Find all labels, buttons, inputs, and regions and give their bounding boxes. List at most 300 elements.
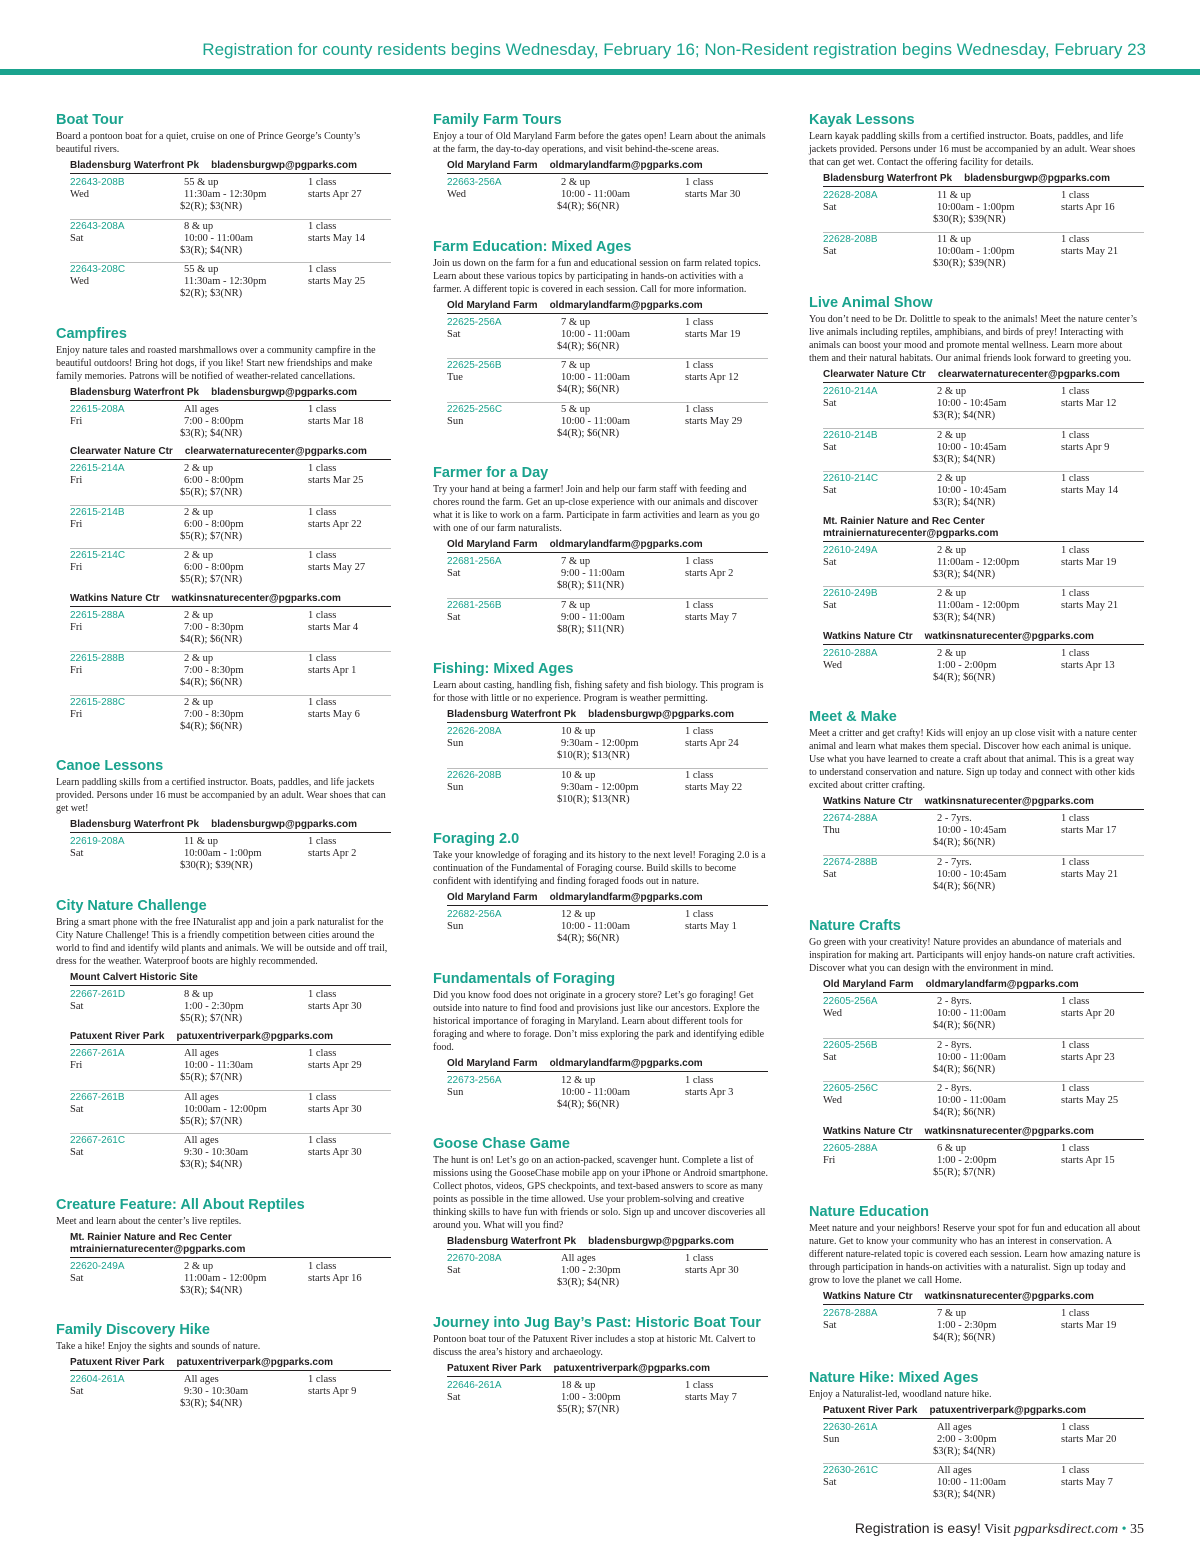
location-email[interactable]: bladensburgwp@pgparks.com [588, 1236, 734, 1247]
course-age: 2 - 8yrs. [937, 996, 972, 1007]
course-start: starts May 21 [1061, 600, 1119, 611]
location-email[interactable]: clearwaternaturecenter@pgparks.com [184, 446, 367, 457]
course-code[interactable]: 22643-208C [70, 264, 126, 275]
offering-row [447, 909, 768, 951]
course-start: starts Apr 30 [308, 1103, 362, 1115]
course-code[interactable]: 22610-288A [823, 647, 878, 659]
offering-list [823, 648, 1144, 690]
course-classes: 1 class [1061, 233, 1090, 245]
course-time: 11:00am - 12:00pm [937, 600, 1020, 611]
course-classes: 1 class [308, 264, 337, 275]
location-name: Old Maryland Farm [447, 299, 538, 311]
offering-row [70, 507, 391, 550]
course-age: 11 & up [937, 233, 972, 245]
location-header [823, 1126, 1144, 1140]
program-title: Farmer for a Day [433, 465, 549, 481]
course-age: 2 & up [561, 177, 591, 188]
program-section [809, 295, 1144, 689]
course-fee: $4(R); $6(NR) [180, 720, 243, 732]
course-code[interactable]: 22626-208B [447, 769, 502, 781]
offering-row [447, 556, 768, 599]
course-fee: $4(R); $6(NR) [557, 340, 620, 352]
location-email[interactable]: patuxentriverpark@pgparks.com [929, 1404, 1086, 1416]
course-age: 10 & up [561, 726, 596, 737]
offering-row [70, 653, 391, 696]
program-description: Enjoy a tour of Old Maryland Farm before the gates open! Learn about the animals at the farm, the day-to-day operations, and visit behind-the-scene areas. [433, 131, 766, 155]
location-email[interactable]: patuxentriverpark@pgparks.com [176, 1031, 333, 1042]
course-code[interactable]: 22625-256C [447, 403, 503, 415]
course-start: starts Apr 9 [1061, 441, 1110, 453]
location-name: Mt. Rainier Nature and Rec Center [823, 515, 985, 527]
course-classes: 1 class [1061, 544, 1090, 556]
program-section [433, 1136, 768, 1295]
course-start: starts Apr 16 [1061, 202, 1115, 213]
registration-banner: Registration for county residents begins Wednesday, February 16; Non-Resident registration begins Wednesday, February 23 [202, 40, 1146, 59]
course-time: 11:00am - 12:00pm [937, 556, 1020, 568]
course-classes: 1 class [308, 1135, 337, 1146]
course-code[interactable]: 22667-261B [70, 1091, 125, 1103]
program-section [809, 1204, 1144, 1350]
offering-row [823, 648, 1144, 690]
course-day: Sat [447, 1265, 461, 1276]
offering-list [447, 317, 768, 446]
course-code[interactable]: 22682-256A [447, 909, 502, 920]
program-description: Meet a critter and get crafty! Kids will enjoy an up close visit with a nature center animal and learn what makes them special. Discover how each animal is unique. Use what you have learned to create a craft about that animal. This is a great way to understand conservation and nature. Sign up today and connect with other kids excited about critter crafting. [809, 728, 1137, 791]
course-day: Wed [70, 276, 89, 287]
location-header [823, 796, 1144, 810]
offering-row [70, 1374, 391, 1416]
location-email[interactable]: bladensburgwp@pgparks.com [964, 173, 1110, 184]
course-fee: $5(R); $7(NR) [180, 530, 243, 542]
location-name: Patuxent River Park [70, 1031, 165, 1042]
offering-row [447, 1253, 768, 1295]
course-code[interactable]: 22674-288B [823, 856, 878, 868]
course-classes: 1 class [308, 1048, 337, 1059]
course-code[interactable]: 22663-256A [447, 177, 502, 188]
course-time: 10:00 - 11:00am [561, 189, 631, 200]
course-age: All ages [184, 1091, 219, 1103]
location-email[interactable]: bladensburgwp@pgparks.com [588, 709, 734, 720]
course-day: Sat [447, 328, 461, 340]
course-age: 11 & up [184, 836, 219, 847]
location-email[interactable]: clearwaternaturecenter@pgparks.com [937, 369, 1120, 380]
location-email[interactable]: oldmarylandfarm@pgparks.com [549, 892, 703, 903]
course-code[interactable]: 22615-214A [70, 463, 125, 474]
course-code[interactable]: 22667-261C [70, 1135, 126, 1146]
course-day: Sat [823, 600, 837, 611]
course-time: 10:00 - 11:00am [937, 1051, 1007, 1063]
program-description: Take a hike! Enjoy the sights and sounds of nature. [56, 1341, 261, 1352]
course-time: 10:00 - 10:45am [937, 485, 1007, 496]
offering-row [70, 404, 391, 446]
course-age: All ages [184, 1048, 219, 1059]
course-start: starts May 14 [1061, 485, 1119, 496]
location-name: Watkins Nature Ctr [70, 592, 160, 604]
location-header [823, 631, 1144, 645]
course-classes: 1 class [685, 360, 714, 371]
course-fee: $4(R); $6(NR) [557, 201, 620, 212]
course-day: Thu [823, 825, 840, 836]
course-fee: $4(R); $6(NR) [933, 880, 996, 892]
course-age: 7 & up [937, 1308, 967, 1319]
program-title: Fishing: Mixed Ages [433, 661, 574, 677]
course-classes: 1 class [308, 1091, 337, 1103]
course-age: 7 & up [561, 360, 591, 371]
program-description: Try your hand at being a farmer! Join and help our farm staff with feeding and chores round the farm. Get an up-close experience with our animals and discover what it is like to work on a farm. Participate in farm activities and learn as you go with one of our farm naturalists. [433, 484, 760, 534]
course-fee: $4(R); $6(NR) [933, 837, 996, 848]
course-classes: 1 class [685, 1379, 714, 1391]
location-header [70, 972, 391, 986]
course-fee: $3(R); $4(NR) [933, 612, 996, 623]
course-age: 2 & up [937, 473, 967, 484]
course-age: All ages [937, 1421, 972, 1433]
location-email[interactable]: watkinsnaturecenter@pgparks.com [171, 592, 341, 604]
course-code[interactable]: 22667-261D [70, 988, 126, 1000]
course-day: Fri [70, 708, 83, 720]
location-name: Bladensburg Waterfront Pk [823, 173, 953, 184]
program-title: City Nature Challenge [56, 897, 207, 914]
course-fee: $5(R); $7(NR) [180, 574, 243, 585]
offering-row [823, 1143, 1144, 1185]
course-code[interactable]: 22630-261C [823, 1465, 879, 1476]
course-classes: 1 class [308, 836, 337, 847]
location-name: Patuxent River Park [823, 1404, 918, 1416]
offering-row [823, 545, 1144, 588]
course-age: 2 & up [184, 1260, 214, 1272]
offering-list [447, 1253, 768, 1295]
course-fee: $4(R); $6(NR) [180, 677, 243, 688]
course-start: starts May 21 [1061, 245, 1119, 257]
course-fee: $3(R); $4(NR) [933, 1489, 996, 1500]
location-email[interactable]: bladensburgwp@pgparks.com [211, 160, 357, 171]
course-code[interactable]: 22605-256C [823, 1083, 879, 1094]
offering-list [823, 813, 1144, 898]
course-code[interactable]: 22643-208B [70, 177, 125, 188]
course-age: 12 & up [561, 1074, 596, 1086]
course-code[interactable]: 22615-288B [70, 653, 125, 664]
course-day: Sun [447, 738, 464, 749]
course-fee: $3(R); $4(NR) [180, 1159, 243, 1170]
course-classes: 1 class [308, 1260, 337, 1272]
offering-row [823, 234, 1144, 276]
course-fee: $10(R); $13(NR) [557, 793, 630, 805]
course-code[interactable]: 22619-208A [70, 836, 125, 847]
location-header [447, 539, 768, 553]
course-code[interactable]: 22620-249A [70, 1260, 125, 1272]
course-fee: $30(R); $39(NR) [180, 860, 253, 871]
course-time: 10:00am - 1:00pm [937, 245, 1015, 257]
program-title: Farm Education: Mixed Ages [433, 238, 632, 255]
course-fee: $3(R); $4(NR) [933, 1445, 996, 1457]
course-classes: 1 class [1061, 856, 1090, 868]
offering-row [823, 813, 1144, 856]
program-description: Pontoon boat tour of the Patuxent River includes a stop at historic Mt. Calvert to discuss the area’s history and archaeology. [433, 1333, 756, 1358]
course-day: Sun [447, 781, 464, 793]
location-name: Bladensburg Waterfront Pk [447, 1236, 577, 1247]
course-day: Sat [823, 556, 837, 568]
course-age: All ages [184, 403, 219, 415]
page-footer [855, 1520, 1144, 1538]
course-start: starts Apr 23 [1061, 1051, 1115, 1063]
offering-row [823, 386, 1144, 429]
course-code[interactable]: 22610-214B [823, 429, 878, 441]
program-title: Foraging 2.0 [433, 831, 520, 847]
course-time: 7:00 - 8:30pm [184, 708, 244, 720]
location-name: Old Maryland Farm [447, 539, 538, 550]
course-code[interactable]: 22681-256A [447, 556, 502, 567]
course-classes: 1 class [308, 550, 337, 561]
course-start: starts May 27 [308, 562, 366, 573]
location-header [823, 173, 1144, 187]
course-code[interactable]: 22625-256B [447, 360, 502, 371]
course-age: 2 - 8yrs. [937, 1083, 972, 1094]
course-start: starts Mar 19 [685, 328, 741, 340]
course-classes: 1 class [685, 556, 714, 567]
program-title: Fundamentals of Foraging [433, 970, 616, 987]
location-email[interactable]: bladensburgwp@pgparks.com [211, 819, 357, 830]
program-title: Kayak Lessons [809, 112, 915, 128]
course-time: 10:00 - 11:00am [561, 415, 631, 427]
course-time: 9:30 - 10:30am [184, 1386, 249, 1397]
offering-row [70, 221, 391, 264]
offering-list [70, 989, 391, 1031]
location-header [447, 1058, 768, 1072]
offering-list [823, 545, 1144, 630]
location-email[interactable]: bladensburgwp@pgparks.com [211, 386, 357, 398]
course-start: starts May 7 [685, 1391, 737, 1403]
offering-row [70, 264, 391, 306]
course-start: starts Apr 24 [685, 738, 739, 749]
location-header [447, 1363, 768, 1377]
course-code[interactable]: 22678-288A [823, 1308, 878, 1319]
program-section [433, 831, 768, 951]
course-start: starts Apr 29 [308, 1060, 362, 1071]
course-classes: 1 class [308, 988, 337, 1000]
course-code[interactable]: 22610-214C [823, 473, 879, 484]
course-fee: $3(R); $4(NR) [933, 497, 996, 508]
course-code[interactable]: 22610-249B [823, 588, 878, 599]
course-day: Wed [823, 1008, 842, 1019]
location-header [447, 892, 768, 906]
course-age: 2 - 7yrs. [937, 856, 972, 868]
course-code[interactable]: 22646-261A [447, 1379, 502, 1391]
course-start: starts May 7 [685, 611, 737, 623]
footer-bullet: • [1121, 1522, 1127, 1537]
course-code[interactable]: 22615-208A [70, 403, 125, 415]
course-fee: $5(R); $7(NR) [180, 487, 243, 498]
course-day: Sat [70, 1272, 84, 1284]
offering-row [70, 836, 391, 878]
course-fee: $5(R); $7(NR) [180, 1115, 243, 1127]
course-age: All ages [937, 1465, 972, 1476]
course-fee: $4(R); $6(NR) [557, 384, 620, 395]
course-code[interactable]: 22643-208A [70, 220, 125, 232]
program-section [433, 1315, 768, 1422]
course-time: 10:00am - 12:00pm [184, 1103, 267, 1115]
offering-row [447, 726, 768, 769]
offering-row [447, 600, 768, 642]
course-start: starts May 1 [685, 921, 737, 932]
course-day: Sat [823, 485, 837, 496]
course-code[interactable]: 22605-288A [823, 1142, 878, 1154]
course-classes: 1 class [685, 909, 714, 920]
course-code[interactable]: 22605-256A [823, 996, 878, 1007]
course-time: 10:00 - 11:00am [937, 1095, 1007, 1106]
location-header [70, 1232, 391, 1258]
location-email[interactable]: watkinsnaturecenter@pgparks.com [924, 1125, 1094, 1137]
column-2 [433, 112, 768, 1441]
offering-list [447, 177, 768, 219]
course-day: Fri [70, 518, 83, 530]
course-age: All ages [561, 1253, 596, 1264]
course-fee: $5(R); $7(NR) [180, 1072, 243, 1083]
location-header [823, 1291, 1144, 1305]
offering-row [70, 1261, 391, 1303]
location-email[interactable]: oldmarylandfarm@pgparks.com [925, 979, 1079, 990]
course-time: 6:00 - 8:00pm [184, 475, 244, 486]
course-code[interactable]: 22604-261A [70, 1374, 125, 1385]
course-code[interactable]: 22681-256B [447, 599, 502, 611]
course-code[interactable]: 22670-208A [447, 1253, 502, 1264]
page-header [0, 0, 1200, 78]
course-code[interactable]: 22626-208A [447, 726, 502, 737]
course-code[interactable]: 22610-249A [823, 544, 878, 556]
location-name: Bladensburg Waterfront Pk [70, 819, 200, 830]
offering-list [823, 996, 1144, 1125]
footer-url[interactable]: pgparksdirect.com [1014, 1522, 1119, 1537]
course-time: 10:00 - 10:45am [937, 441, 1007, 453]
offering-list [823, 190, 1144, 275]
location-email[interactable]: watkinsnaturecenter@pgparks.com [924, 1291, 1094, 1302]
course-time: 2:00 - 3:00pm [937, 1433, 997, 1445]
offering-row [823, 1422, 1144, 1465]
program-description: Did you know food does not originate in a grocery store? Let’s go foraging! Get outside into nature to find food and provisions just like our ancestors. Explore the historical importance of foraging in Maryland. Learn about different tools for foraging and where to forage. Don’t miss exploring the park and identifying edible food. [433, 989, 765, 1053]
course-classes: 1 class [685, 403, 714, 415]
location-header [823, 1405, 1144, 1419]
offering-list [70, 404, 391, 446]
course-code[interactable]: 22605-256B [823, 1039, 878, 1051]
location-email[interactable]: patuxentriverpark@pgparks.com [176, 1357, 333, 1368]
course-age: 7 & up [561, 316, 591, 328]
location-email[interactable]: oldmarylandfarm@pgparks.com [549, 299, 703, 311]
offering-row [823, 473, 1144, 515]
location-header [70, 593, 391, 607]
program-description: Learn about casting, handling fish, fishing safety and fish biology. This program is for those with little or no experience. Program is weather permitting. [433, 680, 764, 704]
location-email[interactable]: mtrainiernaturecenter@pgparks.com [823, 527, 999, 539]
location-email[interactable]: mtrainiernaturecenter@pgparks.com [70, 1243, 246, 1255]
course-start: starts Apr 9 [308, 1386, 357, 1397]
location-email[interactable]: oldmarylandfarm@pgparks.com [549, 160, 703, 171]
course-start: starts Mar 19 [1061, 556, 1117, 568]
location-email[interactable]: patuxentriverpark@pgparks.com [553, 1362, 710, 1374]
course-code[interactable]: 22615-214C [70, 550, 126, 561]
course-code[interactable]: 22674-288A [823, 813, 878, 824]
course-fee: $4(R); $6(NR) [933, 1020, 996, 1031]
course-classes: 1 class [685, 177, 714, 188]
course-age: 8 & up [184, 988, 214, 1000]
program-section [809, 112, 1144, 275]
offering-list [447, 556, 768, 641]
offering-row [447, 404, 768, 446]
course-code[interactable]: 22615-288C [70, 696, 126, 708]
course-classes: 1 class [1061, 813, 1090, 824]
course-classes: 1 class [308, 696, 337, 708]
offering-list [447, 909, 768, 951]
offering-list [70, 836, 391, 878]
course-time: 9:30 - 10:30am [184, 1147, 249, 1158]
course-code[interactable]: 22673-256A [447, 1074, 502, 1086]
course-day: Fri [70, 621, 83, 633]
program-description: Go green with your creativity! Nature provides an abundance of materials and inspiration for making art. Participants will enjoy hands-on nature craft activities. Discover what you can design with the environment in mind. [809, 937, 1136, 974]
course-fee: $3(R); $4(NR) [557, 1277, 620, 1288]
location-email[interactable]: oldmarylandfarm@pgparks.com [549, 539, 703, 550]
program-section [433, 661, 768, 811]
offering-list [70, 1048, 391, 1177]
location-email[interactable]: watkinsnaturecenter@pgparks.com [924, 630, 1094, 642]
location-header [70, 160, 391, 174]
course-fee: $30(R); $39(NR) [933, 257, 1006, 269]
course-classes: 1 class [1061, 996, 1090, 1007]
course-code[interactable]: 22667-261A [70, 1048, 125, 1059]
course-age: 2 & up [184, 653, 214, 664]
offering-list [823, 1308, 1144, 1350]
course-code[interactable]: 22615-214B [70, 506, 125, 518]
course-age: 7 & up [561, 599, 591, 611]
course-code[interactable]: 22610-214A [823, 386, 878, 397]
program-title: Creature Feature: All About Reptiles [56, 1196, 305, 1213]
program-title: Nature Education [809, 1204, 930, 1220]
offering-row [70, 1048, 391, 1091]
course-code[interactable]: 22615-288A [70, 609, 125, 621]
course-time: 1:00 - 2:30pm [184, 1000, 244, 1012]
location-name: Old Maryland Farm [447, 160, 538, 171]
course-code[interactable]: 22628-208A [823, 190, 878, 201]
offering-list [823, 1143, 1144, 1185]
course-start: starts Mar 12 [1061, 398, 1117, 409]
course-code[interactable]: 22630-261A [823, 1421, 878, 1433]
course-code[interactable]: 22628-208B [823, 233, 878, 245]
course-day: Sat [70, 1386, 84, 1397]
course-age: 2 & up [184, 506, 214, 518]
offering-list [447, 726, 768, 811]
course-classes: 1 class [685, 1074, 714, 1086]
course-time: 9:00 - 11:00am [561, 611, 625, 623]
program-title: Campfires [56, 325, 127, 342]
course-day: Sat [70, 1103, 84, 1115]
course-day: Sun [823, 1433, 840, 1445]
location-email[interactable]: watkinsnaturecenter@pgparks.com [924, 796, 1094, 807]
program-title: Nature Hike: Mixed Ages [809, 1369, 979, 1386]
location-email[interactable]: oldmarylandfarm@pgparks.com [549, 1057, 703, 1069]
program-description: Enjoy nature tales and roasted marshmallows over a community campfire in the beautiful outdoors! Bring hot dogs, if you like! Start new friendships and make family memories. Patrons will be notified of weather-related cancellations. [56, 344, 376, 382]
course-classes: 1 class [308, 403, 337, 415]
program-section [809, 918, 1144, 1184]
offering-list [823, 386, 1144, 515]
course-start: starts May 21 [1061, 868, 1119, 880]
program-section [433, 971, 768, 1117]
location-name: Clearwater Nature Ctr [70, 446, 173, 457]
course-age: 55 & up [184, 264, 219, 275]
course-fee: $3(R); $4(NR) [933, 410, 996, 421]
course-age: 2 & up [937, 544, 967, 556]
course-code[interactable]: 22625-256A [447, 316, 502, 328]
offering-list [447, 1075, 768, 1117]
course-day: Sat [823, 1320, 837, 1331]
course-day: Sat [823, 1477, 837, 1488]
program-title: Family Discovery Hike [56, 1322, 210, 1338]
course-classes: 1 class [1061, 1083, 1090, 1094]
offering-row [823, 1083, 1144, 1125]
